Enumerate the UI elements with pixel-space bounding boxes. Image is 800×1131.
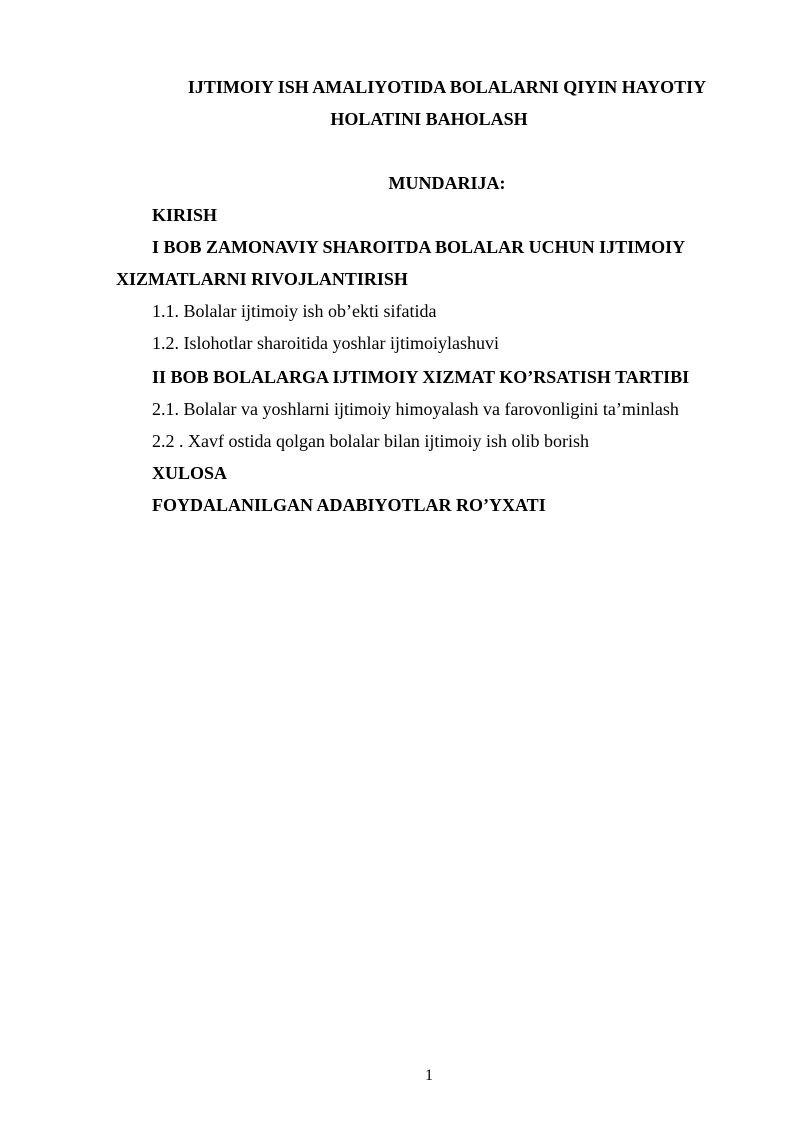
toc-heading: MUNDARIJA: xyxy=(388,173,506,193)
document-title-line-1: IJTIMOIY ISH AMALIYOTIDA BOLALARNI QIYIN HAYOTIY xyxy=(187,77,707,97)
toc-item-xulosa: XULOSA xyxy=(152,463,228,483)
toc-item-references: FOYDALANILGAN ADABIYOTLAR RO’YXATI xyxy=(152,495,546,515)
page-number: 1 xyxy=(425,1067,433,1084)
toc-chapter-1-line-2: XIZMATLARNI RIVOJLANTIRISH xyxy=(116,269,408,289)
toc-item-kirish: KIRISH xyxy=(152,205,218,225)
toc-section-2-1: 2.1. Bolalar va yoshlarni ijtimoiy himoyalash va farovonligini ta’minlash xyxy=(152,399,679,419)
document-title-line-2: HOLATINI BAHOLASH xyxy=(330,109,528,129)
toc-chapter-1-line-1: I BOB ZAMONAVIY SHAROITDA BOLALAR UCHUN IJTIMOIY xyxy=(152,237,686,257)
toc-section-2-2: 2.2 . Xavf ostida qolgan bolalar bilan ijtimoiy ish olib borish xyxy=(152,431,589,451)
toc-section-1-2: 1.2. Islohotlar sharoitida yoshlar ijtimoiylashuvi xyxy=(152,333,499,353)
toc-chapter-2: II BOB BOLALARGA IJTIMOIY XIZMAT KO’RSATISH TARTIBI xyxy=(152,367,690,387)
toc-section-1-1: 1.1. Bolalar ijtimoiy ish ob’ekti sifatida xyxy=(152,301,437,321)
